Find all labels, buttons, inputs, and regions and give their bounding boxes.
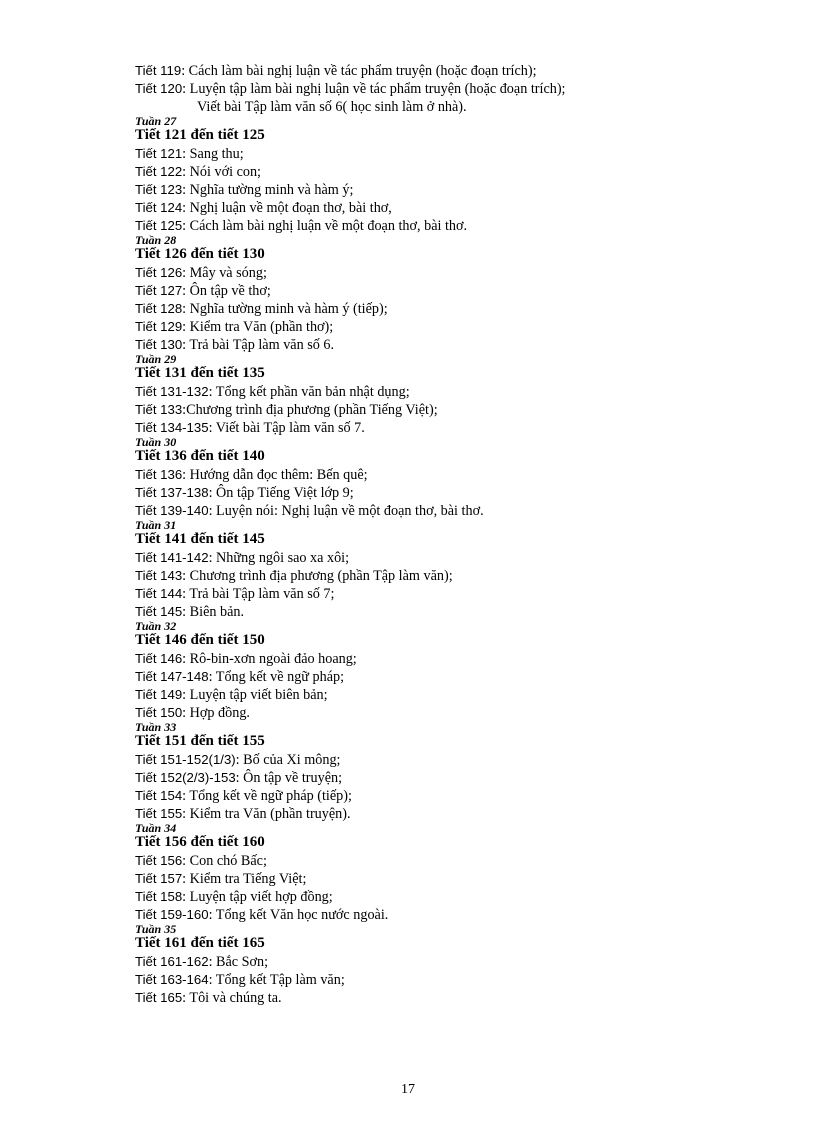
lesson-number: Tiết 120	[135, 81, 183, 96]
lesson-number: Tiết 121	[135, 146, 183, 161]
lesson-number: Tiết 157	[135, 871, 183, 886]
lesson-line	[135, 668, 775, 686]
lesson-title: : Ôn tập Tiếng Việt lớp 9;	[208, 485, 354, 501]
lesson-title: : Mây và sóng;	[182, 265, 267, 281]
lesson-title: : Cách làm bài nghị luận về tác phẩm truyện (hoặc đoạn trích);	[181, 63, 537, 79]
lesson-number: Tiết 136	[135, 467, 183, 482]
lesson-line	[135, 98, 775, 116]
lesson-number: Tiết 145	[135, 604, 183, 619]
lesson-line	[135, 870, 775, 888]
lesson-title: : Luyện tập viết biên bản;	[182, 687, 328, 703]
lesson-line	[135, 805, 775, 823]
lesson-number: Tiết 130	[135, 337, 183, 352]
lesson-number: Tiết 139-140	[135, 503, 209, 518]
lesson-line	[135, 336, 775, 354]
lesson-line	[135, 704, 775, 722]
lesson-number: Tiết 141-142	[135, 550, 209, 565]
lesson-number: Tiết 149	[135, 687, 183, 702]
lesson-title: : Cách làm bài nghị luận về một đoạn thơ, bài thơ.	[182, 218, 468, 234]
lesson-title: : Nghĩa tường minh và hàm ý;	[182, 182, 354, 198]
lesson-title: : Những ngôi sao xa xôi;	[208, 550, 350, 566]
lesson-title: : Kiểm tra Tiếng Việt;	[182, 871, 307, 887]
lesson-title: : Nghĩa tường minh và hàm ý (tiếp);	[182, 301, 388, 317]
lesson-number: Tiết 133	[135, 402, 183, 417]
lesson-line	[135, 80, 775, 98]
lesson-title: : Nói với con;	[182, 164, 261, 180]
lesson-title: : Trả bài Tập làm văn số 6.	[182, 337, 335, 353]
lesson-line	[135, 300, 775, 318]
lesson-title: : Kiểm tra Văn (phần thơ);	[182, 319, 334, 335]
lesson-title: : Nghị luận về một đoạn thơ, bài thơ,	[182, 200, 392, 216]
lesson-range-heading: Tiết 131 đến tiết 135	[135, 365, 265, 381]
lesson-title: : Bắc Sơn;	[208, 954, 269, 970]
lesson-number: Tiết 165	[135, 990, 183, 1005]
week-heading: Tuần 29	[135, 352, 177, 366]
lesson-title: : Tổng kết Văn học nước ngoài.	[208, 907, 389, 923]
lesson-line	[135, 852, 775, 870]
lesson-title: : Con chó Bấc;	[182, 853, 267, 869]
lesson-line	[135, 145, 775, 163]
lesson-line	[135, 163, 775, 181]
lesson-title: : Tổng kết về ngữ pháp;	[208, 669, 345, 685]
lesson-number: Tiết 126	[135, 265, 183, 280]
lesson-number: Tiết 137-138	[135, 485, 209, 500]
lesson-line	[135, 549, 775, 567]
lesson-line	[135, 383, 775, 401]
week-heading: Tuần 35	[135, 922, 177, 936]
lesson-line	[135, 953, 775, 971]
lesson-line	[135, 181, 775, 199]
lesson-number: Tiết 163-164	[135, 972, 209, 987]
lesson-number: Tiết 158	[135, 889, 183, 904]
lesson-number: Tiết 127	[135, 283, 183, 298]
lesson-number: Tiết 134-135	[135, 420, 209, 435]
lesson-line	[135, 264, 775, 282]
lesson-title: : Tổng kết về ngữ pháp (tiếp);	[182, 788, 352, 804]
lesson-number: Tiết 128	[135, 301, 183, 316]
lesson-title: : Ôn tập về thơ;	[182, 283, 271, 299]
lesson-number: Tiết 131-132	[135, 384, 209, 399]
lesson-number: Tiết 119	[135, 63, 182, 78]
lesson-number: Tiết 122	[135, 164, 183, 179]
lesson-line	[135, 787, 775, 805]
lesson-range-heading: Tiết 156 đến tiết 160	[135, 834, 265, 850]
lesson-number: Tiết 143	[135, 568, 183, 583]
lesson-range-heading: Tiết 151 đến tiết 155	[135, 733, 265, 749]
lesson-range-heading: Tiết 121 đến tiết 125	[135, 127, 265, 143]
lesson-number: Tiết 146	[135, 651, 183, 666]
lesson-number: Tiết 152(2/3)-153	[135, 770, 236, 785]
lesson-number: Tiết 161-162	[135, 954, 209, 969]
lesson-line	[135, 989, 775, 1007]
lesson-title: : Bố của Xi mông;	[235, 752, 341, 768]
week-heading: Tuần 32	[135, 619, 177, 633]
lesson-line	[135, 603, 775, 621]
lesson-line	[135, 419, 775, 437]
lesson-line	[135, 466, 775, 484]
lesson-line	[135, 585, 775, 603]
lesson-number: Tiết 125	[135, 218, 183, 233]
lesson-title: : Kiểm tra Văn (phần truyện).	[182, 806, 351, 822]
lesson-line	[135, 971, 775, 989]
lesson-range-heading: Tiết 141 đến tiết 145	[135, 531, 265, 547]
lesson-line	[135, 567, 775, 585]
lesson-number: Tiết 155	[135, 806, 183, 821]
lesson-line	[135, 62, 775, 80]
week-heading: Tuần 27	[135, 114, 177, 128]
lesson-title: : Viết bài Tập làm văn số 7.	[208, 420, 365, 436]
lesson-title: : Luyện nói: Nghị luận về một đoạn thơ, bài thơ.	[208, 503, 484, 519]
lesson-title: : Chương trình địa phương (phần Tập làm văn);	[182, 568, 453, 584]
lesson-range-heading: Tiết 146 đến tiết 150	[135, 632, 265, 648]
lesson-line	[135, 888, 775, 906]
lesson-number: Tiết 156	[135, 853, 183, 868]
lesson-number: Tiết 129	[135, 319, 183, 334]
lesson-number: Tiết 154	[135, 788, 183, 803]
lesson-range-heading: Tiết 136 đến tiết 140	[135, 448, 265, 464]
lesson-line	[135, 686, 775, 704]
lesson-title: : Luyện tập làm bài nghị luận về tác phẩm truyện (hoặc đoạn trích);	[182, 81, 566, 97]
week-heading: Tuần 28	[135, 233, 177, 247]
lesson-line	[135, 199, 775, 217]
lesson-title: : Tôi và chúng ta.	[182, 990, 282, 1006]
lesson-title: : Tổng kết Tập làm văn;	[208, 972, 345, 988]
lesson-range-heading: Tiết 126 đến tiết 130	[135, 246, 265, 262]
lesson-line	[135, 751, 775, 769]
lesson-title: : Luyện tập viết hợp đồng;	[182, 889, 333, 905]
lesson-number: Tiết 159-160	[135, 907, 209, 922]
lesson-number: Tiết 151-152(1/3)	[135, 752, 236, 767]
lesson-title: :Chương trình địa phương (phần Tiếng Việt);	[182, 402, 438, 418]
lesson-line	[135, 282, 775, 300]
lesson-title: : Hợp đồng.	[182, 705, 250, 721]
lesson-title: : Ôn tập về truyện;	[235, 770, 343, 786]
lesson-line	[135, 502, 775, 520]
lesson-range-heading: Tiết 161 đến tiết 165	[135, 935, 265, 951]
lesson-title: : Biên bản.	[182, 604, 245, 620]
lesson-number: Tiết 144	[135, 586, 183, 601]
lesson-line	[135, 318, 775, 336]
lesson-plan-list	[135, 62, 775, 1007]
lesson-line	[135, 769, 775, 787]
week-heading: Tuần 33	[135, 720, 177, 734]
page-number: 17	[401, 1082, 415, 1097]
lesson-line	[135, 401, 775, 419]
lesson-number: Tiết 150	[135, 705, 183, 720]
lesson-title: : Tổng kết phần văn bản nhật dụng;	[208, 384, 410, 400]
lesson-number: Tiết 123	[135, 182, 183, 197]
week-heading: Tuần 31	[135, 518, 177, 532]
lesson-line	[135, 906, 775, 924]
lesson-title: : Sang thu;	[182, 146, 244, 162]
week-heading: Tuần 30	[135, 435, 177, 449]
lesson-title: : Hướng dẫn đọc thêm: Bến quê;	[182, 467, 368, 483]
lesson-number: Tiết 147-148	[135, 669, 209, 684]
lesson-line	[135, 484, 775, 502]
lesson-number: Tiết 124	[135, 200, 183, 215]
lesson-title: Viết bài Tập làm văn số 6( học sinh làm ở nhà).	[197, 99, 467, 115]
week-heading: Tuần 34	[135, 821, 177, 835]
lesson-line	[135, 217, 775, 235]
lesson-title: : Rô-bin-xơn ngoài đảo hoang;	[182, 651, 357, 667]
lesson-title: : Trả bài Tập làm văn số 7;	[182, 586, 335, 602]
lesson-line	[135, 650, 775, 668]
